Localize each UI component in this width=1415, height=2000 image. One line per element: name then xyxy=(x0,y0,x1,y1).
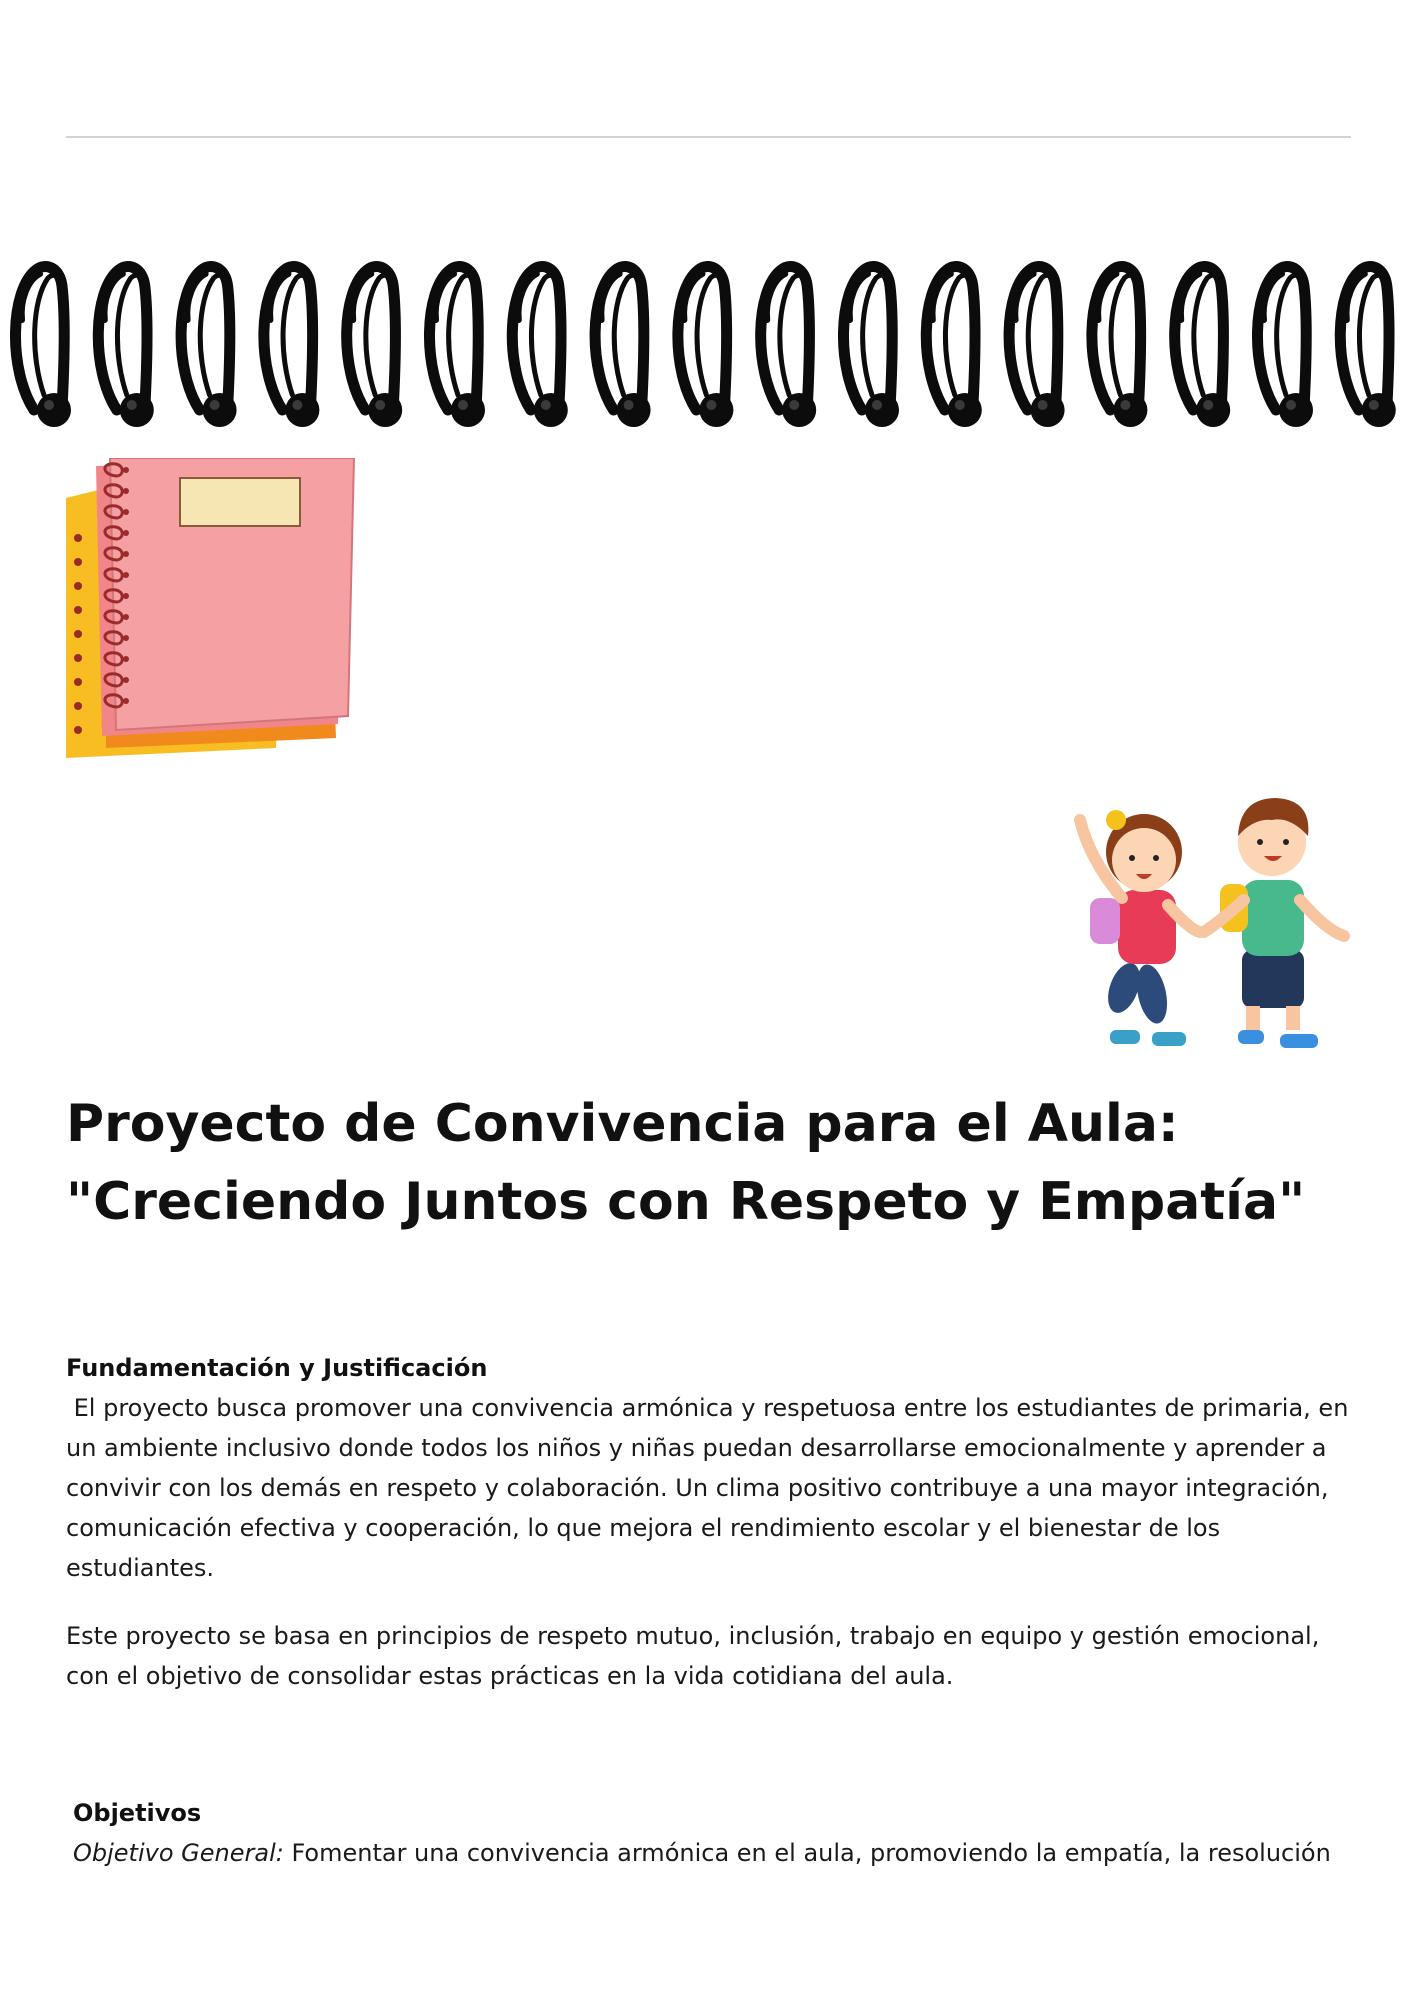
fundamentacion-paragraph-2: Este proyecto se basa en principios de respeto mutuo, inclusión, trabajo en equipo y gestión emocional, con el objetivo de consolidar estas prácticas en la vida cotidiana del aula. xyxy=(66,1622,1320,1690)
notebook-hole-icon xyxy=(123,509,129,515)
notebook-yellow-hole-icon xyxy=(74,678,82,686)
spiral-ring-icon xyxy=(512,267,568,427)
notebook-yellow-hole-icon xyxy=(74,558,82,566)
notebook-yellow-hole-icon xyxy=(74,630,82,638)
objetivo-general-label: Objetivo General: xyxy=(73,1839,284,1867)
notebook-yellow-hole-icon xyxy=(74,726,82,734)
spiral-ring-icon xyxy=(1092,267,1148,427)
fundamentacion-heading: Fundamentación y Justificación xyxy=(66,1354,488,1382)
notebook-yellow-hole-icon xyxy=(74,606,82,614)
notebook-hole-icon xyxy=(123,530,129,536)
children-walking-illustration xyxy=(1050,780,1360,1055)
spiral-ring-icon xyxy=(678,267,734,427)
document-title xyxy=(66,1085,1356,1241)
title-line-1: Proyecto de Convivencia para el Aula: xyxy=(66,1094,1179,1154)
notebook-hole-icon xyxy=(123,614,129,620)
spiral-ring-icon xyxy=(1257,267,1313,427)
fundamentacion-paragraph-1: El proyecto busca promover una convivencia armónica y respetuosa entre los estudiantes de primaria, en un ambiente inclusivo donde todos los niños y niñas puedan desarrollarse emocionalmente y aprender a convivir con los demás en respeto y colaboración. Un clima positivo contribuye a una mayor integración, comunicación efectiva y cooperación, lo que mejora el rendimiento escolar y el bienestar de los estudiantes. xyxy=(66,1394,1357,1582)
notebook-hole-icon xyxy=(123,593,129,599)
title-line-2: "Creciendo Juntos con Respeto y Empatía" xyxy=(66,1172,1306,1232)
spiral-ring-icon xyxy=(595,267,651,427)
notebook-hole-icon xyxy=(123,656,129,662)
spiral-ring-icon xyxy=(98,267,154,427)
notebook-hole-icon xyxy=(123,677,129,683)
objetivos-section xyxy=(73,1793,1363,1873)
spiral-ring-icon xyxy=(1340,267,1396,427)
notebook-hole-icon xyxy=(123,635,129,641)
spiral-ring-icon xyxy=(347,267,403,427)
fundamentacion-section xyxy=(66,1348,1356,1696)
spiral-ring-icon xyxy=(15,267,71,427)
notebook-hole-icon xyxy=(123,572,129,578)
spiral-ring-icon xyxy=(843,267,899,427)
spiral-ring-icon xyxy=(926,267,982,427)
spiral-ring-icon xyxy=(1175,267,1231,427)
objetivo-general-text: Fomentar una convivencia armónica en el aula, promoviendo la empatía, la resolución xyxy=(283,1839,1331,1867)
notebook-yellow-hole-icon xyxy=(74,534,82,542)
objetivo-general xyxy=(73,1833,1363,1873)
notebook-yellow-hole-icon xyxy=(74,582,82,590)
objetivos-heading: Objetivos xyxy=(73,1799,202,1827)
notebook-hole-icon xyxy=(123,488,129,494)
spiral-ring-icon xyxy=(429,267,485,427)
notebook-hole-icon xyxy=(123,698,129,704)
spiral-binding xyxy=(0,255,1415,435)
spiral-ring-icon xyxy=(264,267,320,427)
notebook-yellow-hole-icon xyxy=(74,654,82,662)
notebook-hole-icon xyxy=(123,551,129,557)
notebooks-illustration xyxy=(66,458,356,758)
spiral-ring-icon xyxy=(1009,267,1065,427)
spiral-ring-icon xyxy=(181,267,237,427)
notebook-hole-icon xyxy=(123,467,129,473)
spiral-ring-icon xyxy=(761,267,817,427)
top-divider xyxy=(66,136,1351,138)
notebook-yellow-hole-icon xyxy=(74,702,82,710)
